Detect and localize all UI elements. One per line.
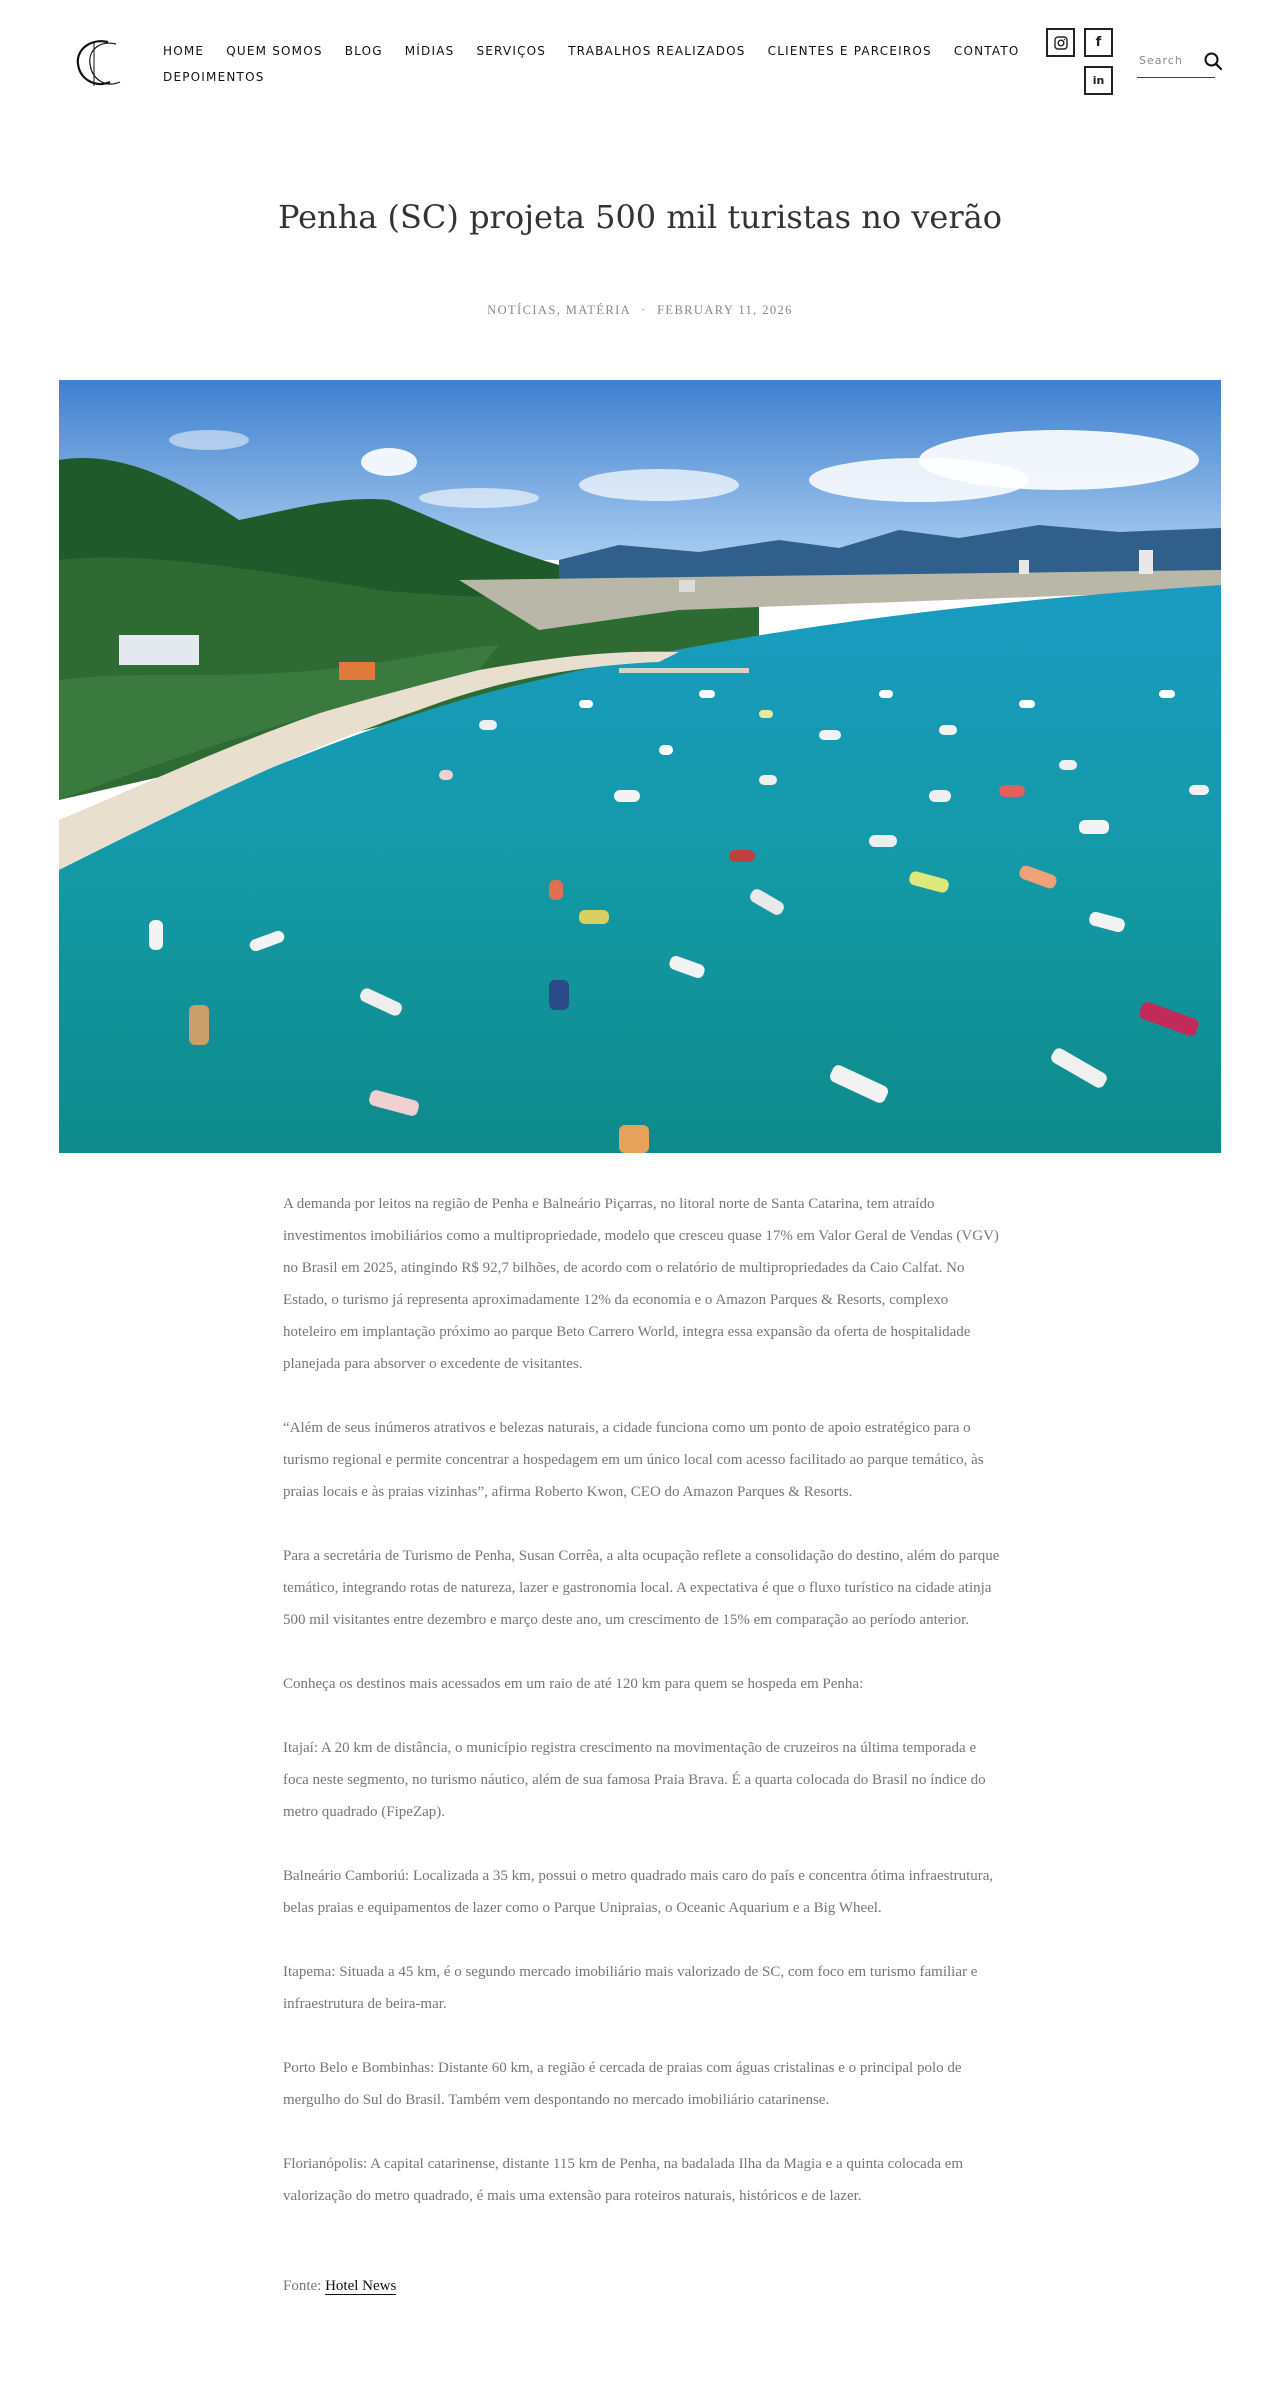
facebook-icon: f <box>1095 35 1102 50</box>
main-nav <box>163 38 1020 90</box>
nav-contato[interactable]: CONTATO <box>953 44 1020 58</box>
search-button[interactable] <box>1203 51 1223 71</box>
instagram-link[interactable] <box>1046 28 1075 57</box>
post-date: FEBRUARY 11, 2026 <box>657 303 793 317</box>
article-paragraph: Balneário Camboriú: Localizada a 35 km, possui o metro quadrado mais caro do país e concentra ótima infraestrutura, belas praias e equipamentos de lazer como o Parque Unipraias, o Oceanic Aquarium e a Big Wheel. <box>283 1868 994 1916</box>
facebook-link[interactable] <box>1084 28 1113 57</box>
nav-depoimentos[interactable]: DEPOIMENTOS <box>163 70 265 84</box>
aerial-bay-illustration <box>59 380 1221 1153</box>
search-input[interactable] <box>1137 48 1207 72</box>
article-paragraph: Porto Belo e Bombinhas: Distante 60 km, a região é cercada de praias com águas cristalinas e o principal polo de mergulho do Sul do Brasil. Também vem despontando no mercado imobiliário catarinense. <box>283 2060 962 2108</box>
article-paragraph: Para a secretária de Turismo de Penha, Susan Corrêa, a alta ocupação reflete a consolidação do destino, além do parque temático, integrando rotas de natureza, lazer e gastronomia local. A expectativa é que o fluxo turístico na cidade atinja 500 mil visitantes entre dezembro e março deste ano, um crescimento de 15% em comparação ao período anterior. <box>283 1548 1000 1628</box>
article-paragraph: Conheça os destinos mais acessados em um raio de até 120 km para quem se hospeda em Penha: <box>283 1676 864 1692</box>
linkedin-link[interactable] <box>1084 66 1113 95</box>
nav-midias[interactable]: MÍDIAS <box>404 44 455 58</box>
article-paragraph: Florianópolis: A capital catarinense, distante 115 km de Penha, na badalada Ilha da Magia e a quinta colocada em valorização do metro quadrado, é mais uma extensão para roteiros naturais, históricos e de lazer. <box>283 2156 964 2204</box>
nav-quem-somos[interactable]: QUEM SOMOS <box>226 44 323 58</box>
article-source <box>283 2270 1003 2302</box>
article-paragraph: A demanda por leitos na região de Penha e Balneário Piçarras, no litoral norte de Santa Catarina, tem atraído investimentos imobiliários como a multipropriedade, modelo que cresceu quase 17% em Valor Geral de Vendas (VGV) no Brasil em 2025, atingindo R$ 92,7 bilhões, de acordo com o relatório de multipropriedades da Caio Calfat. No Estado, o turismo já representa aproximadamente 12% da economia e o Amazon Parques & Resorts, complexo hoteleiro em implantação próximo ao parque Beto Carrero World, integra essa expansão da oferta de hospitalidade planejada para absorver o excedente de visitantes. <box>283 1196 999 1372</box>
nav-blog[interactable]: BLOG <box>344 44 383 58</box>
article-paragraph: Itajaí: A 20 km de distância, o município registra crescimento na movimentação de cruzeiros na última temporada e foca neste segmento, no turismo náutico, além de sua famosa Praia Brava. É a quarta colocada do Brasil no índice do metro quadrado (FipeZap). <box>283 1740 986 1820</box>
meta-separator: · <box>640 303 647 317</box>
article-body <box>283 1188 1003 2302</box>
post-title: Penha (SC) projeta 500 mil turistas no verão <box>278 198 1002 236</box>
nav-trabalhos-realizados[interactable]: TRABALHOS REALIZADOS <box>568 44 746 58</box>
post-meta <box>0 303 1280 318</box>
nav-home[interactable]: HOME <box>163 44 205 58</box>
cc-monogram-logo[interactable] <box>70 36 130 90</box>
nav-clientes-e-parceiros[interactable]: CLIENTES E PARCEIROS <box>767 44 932 58</box>
nav-row-secondary <box>163 64 1003 90</box>
search-icon <box>1203 51 1223 71</box>
source-label: Fonte: <box>283 2278 322 2294</box>
nav-servicos[interactable]: SERVIÇOS <box>476 44 547 58</box>
social-links <box>1046 28 1116 98</box>
article-paragraph: “Além de seus inúmeros atrativos e belezas naturais, a cidade funciona como um ponto de apoio estratégico para o turismo regional e permite concentrar a hospedagem em um único local com acesso facilitado ao parque temático, às praias locais e às praias vizinhas”, afirma Roberto Kwon, CEO do Amazon Parques & Resorts. <box>283 1420 984 1500</box>
site-header <box>0 0 1280 110</box>
article-paragraph: Itapema: Situada a 45 km, é o segundo mercado imobiliário mais valorizado de SC, com foco em turismo familiar e infraestrutura de beira-mar. <box>283 1964 978 2012</box>
instagram-icon <box>1054 36 1068 50</box>
nav-row-primary <box>163 38 1020 64</box>
linkedin-icon: in <box>1092 74 1105 87</box>
post-categories[interactable]: NOTÍCIAS, MATÉRIA <box>487 303 631 317</box>
source-link[interactable]: Hotel News <box>325 2278 397 2294</box>
hero-image <box>59 380 1221 1153</box>
